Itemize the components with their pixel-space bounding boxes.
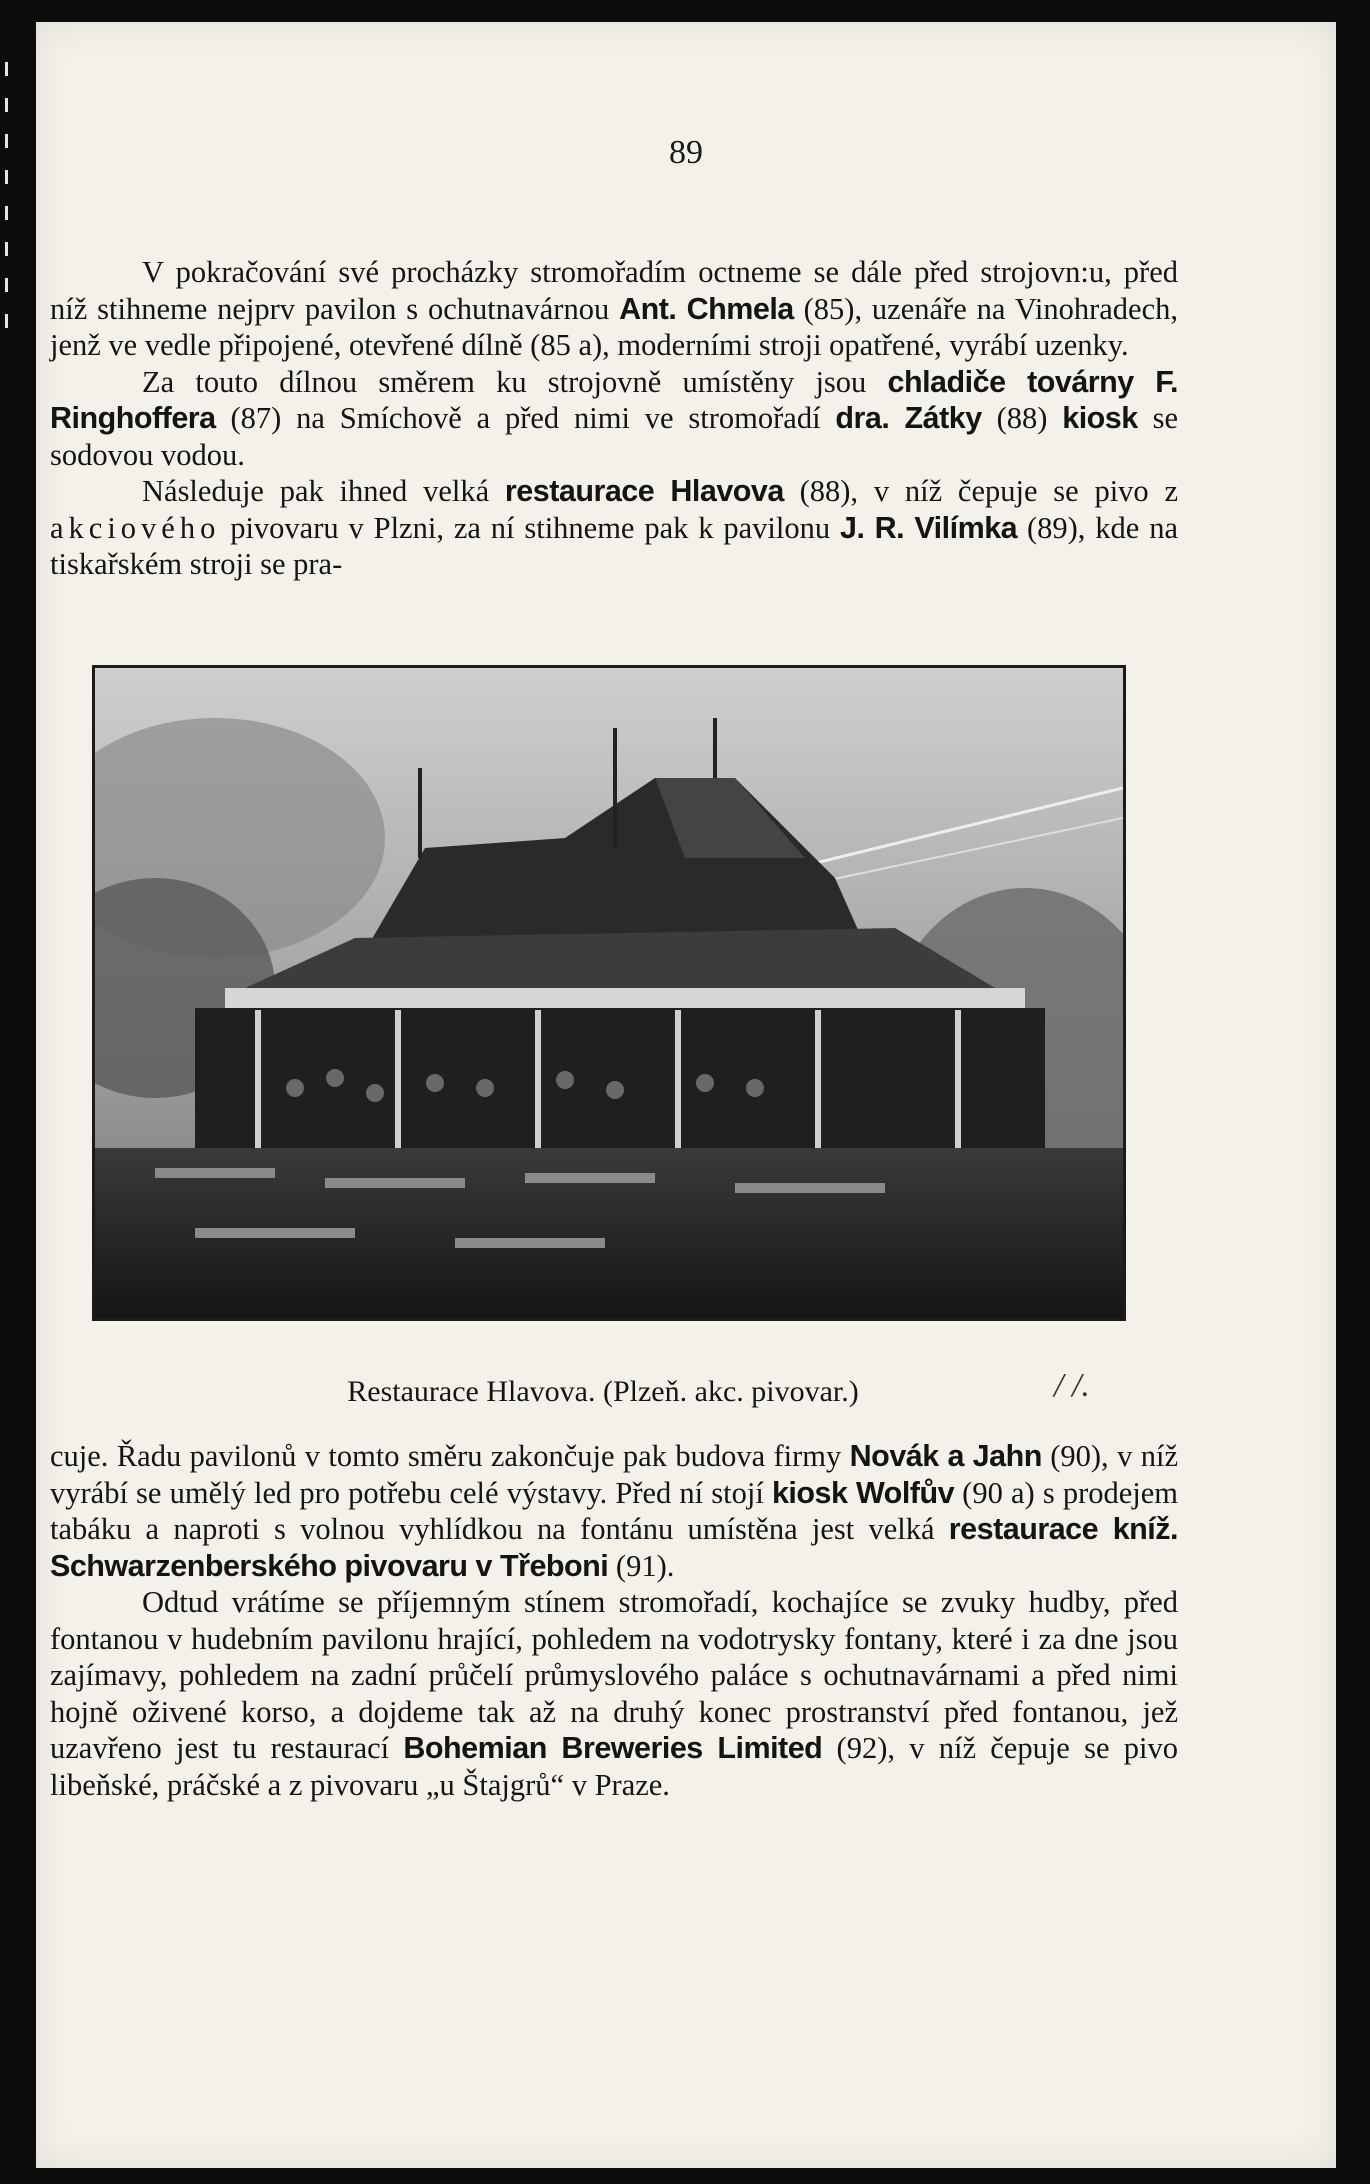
bold-text-run: restaurace kníž. Schwarzenberského pivovaru v Třeboni	[50, 1512, 1178, 1583]
text-run: (87) na Smíchově a před nimi ve stromořadí	[215, 401, 836, 435]
paragraph	[50, 1584, 1178, 1803]
page-number: 89	[669, 134, 703, 171]
handwritten-mark: / /.	[1054, 1367, 1090, 1404]
paragraph	[50, 254, 1178, 364]
text-run: (90), v níž vyrábí se umělý led pro potřebu celé výstavy. Před ní stojí	[50, 1439, 1178, 1510]
photo-caption: Restaurace Hlavova. (Plzeň. akc. pivovar.)	[347, 1375, 859, 1408]
bold-text-run: Ant. Chmela	[619, 291, 794, 326]
text-run: (88)	[981, 401, 1063, 435]
text-run: V pokračování své procházky stromořadím octneme se dále před strojovn:u, před níž stihneme nejprv pavilon s ochutnavárnou	[50, 255, 1178, 326]
paragraph	[50, 364, 1178, 474]
text-run: Za touto dílnou směrem ku strojovně umístěny jsou	[142, 364, 888, 399]
paragraph	[50, 1438, 1178, 1584]
paragraph	[50, 473, 1178, 583]
text-run: (92), v níž čepuje se pivo libeňské, práčské a z pivovaru „u Štajgrů“ v Praze.	[50, 1731, 1178, 1802]
spaced-text-run: akciového	[50, 510, 221, 545]
text-run: (90 a) s prodejem tabáku a naproti s volnou vyhlídkou na fontánu umístěna jest velká	[50, 1475, 1179, 1546]
text-run: (91).	[608, 1548, 675, 1583]
text-block-bottom	[50, 1438, 1178, 1803]
text-run: cuje. Řadu pavilonů v tomto směru zakončuje pak budova firmy	[50, 1439, 850, 1473]
bold-text-run: Bohemian Breweries Limited	[403, 1731, 823, 1765]
bold-text-run: J. R. Vilímka	[839, 510, 1018, 545]
bold-text-run: kiosk	[1062, 401, 1138, 435]
text-run: se sodovou vodou.	[50, 401, 1178, 472]
bold-text-run: kiosk Wolfův	[771, 1475, 955, 1510]
text-run: Odtud vrátíme se příjemným stínem stromořadí, kochajíce se zvuky hudby, před fontanou v hudebním pavilonu hrající, pohledem na vodotrysky fontany, které i za dne jsou zajímavy, pohledem na zadní průčelí průmyslového paláce s ochutnavárnami a před nimi hojně oživené korso, a dojdeme tak až na druhý konec prostranství před fontanou, jež uzavřeno jest tu restaurací	[50, 1585, 1178, 1765]
text-run: (89), kde na tiskařském stroji se pra-	[50, 510, 1178, 581]
photo-restaurace-hlavova	[92, 665, 1126, 1321]
photo-illustration	[95, 668, 1123, 1318]
text-block-top	[50, 254, 1178, 583]
text-run: (88), v níž čepuje se pivo z	[783, 474, 1178, 508]
bold-text-run: restaurace Hlavova	[504, 474, 784, 508]
bold-text-run: chladiče továrny F. Ringhoffera	[50, 364, 1178, 435]
book-page	[36, 22, 1336, 2168]
text-run: (85), uzenáře na Vinohradech, jenž ve vedle připojené, otevřené dílně (85 a), moderními stroji opatřené, vyrábí uzenky.	[50, 291, 1179, 362]
bold-text-run: Novák a Jahn	[849, 1439, 1042, 1473]
adjacent-page-edge	[2, 40, 12, 540]
text-run: Následuje pak ihned velká	[142, 474, 505, 508]
bold-text-run: dra. Zátky	[835, 401, 982, 435]
text-run: pivovaru v Plzni, za ní stihneme pak k pavilonu	[220, 510, 840, 545]
